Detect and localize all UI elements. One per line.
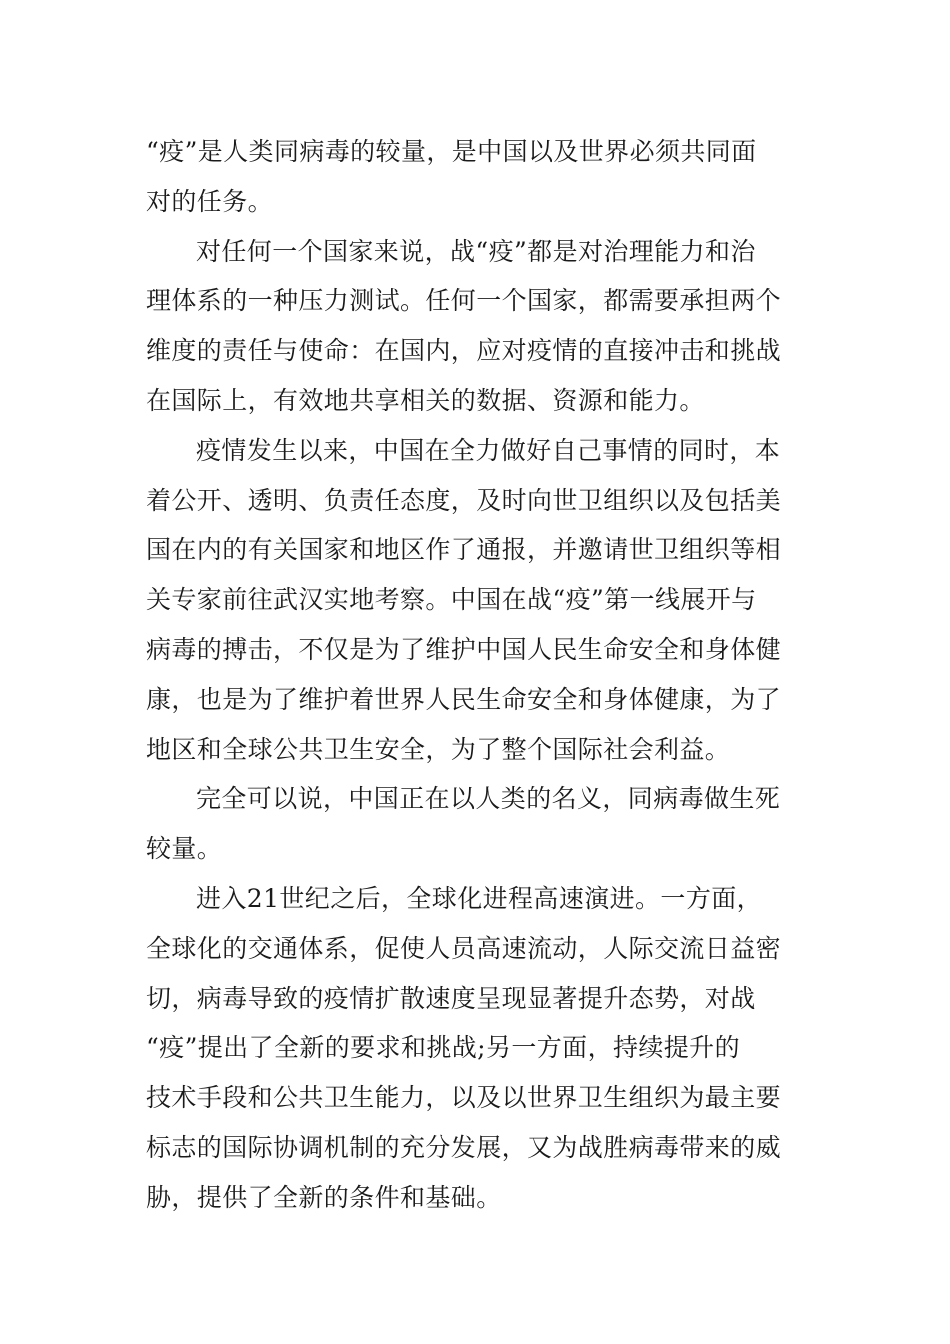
paragraph-3-line-3: 国在内的有关国家和地区作了通报，并邀请世卫组织等相 [146, 535, 782, 565]
paragraph-3-line-7: 地区和全球公共卫生安全，为了整个国际社会利益。 [146, 734, 731, 764]
paragraph-3-line-4: 关专家前往武汉实地考察。中国在战“疫”第一线展开与 [146, 585, 757, 615]
paragraph-5-line-5: 技术手段和公共卫生能力，以及以世界卫生组织为最主要 [146, 1083, 782, 1113]
paragraph-4-line-1: 完全可以说，中国正在以人类的名义，同病毒做生死 [196, 784, 781, 814]
paragraph-5-line-1: 进入21世纪之后，全球化进程高速演进。一方面， [196, 883, 763, 913]
paragraph-2-line-1: 对任何一个国家来说，战“疫”都是对治理能力和治 [196, 236, 756, 266]
paragraph-3-line-2: 着公开、透明、负责任态度，及时向世卫组织以及包括美 [146, 485, 782, 515]
paragraph-2-line-2: 理体系的一种压力测试。任何一个国家，都需要承担两个 [146, 286, 782, 316]
paragraph-5-line-2: 全球化的交通体系，促使人员高速流动，人际交流日益密 [146, 933, 782, 963]
paragraph-1-line-1: “疫”是人类同病毒的较量，是中国以及世界必须共同面 [146, 137, 757, 166]
document-body [146, 127, 786, 1223]
paragraph-5-line-6: 标志的国际协调机制的充分发展，又为战胜病毒带来的威 [146, 1132, 782, 1162]
paragraph-2-line-3: 维度的责任与使命：在国内，应对疫情的直接冲击和挑战 [146, 336, 782, 366]
paragraph-4-line-2: 较量。 [146, 834, 223, 864]
paragraph-5-line-4: “疫”提出了全新的要求和挑战;另一方面，持续提升的 [146, 1033, 740, 1063]
paragraph-5-line-7: 胁，提供了全新的条件和基础。 [146, 1182, 502, 1212]
paragraph-5-line-3: 切，病毒导致的疫情扩散速度呈现显著提升态势，对战 [146, 983, 756, 1013]
paragraph-3-line-1: 疫情发生以来，中国在全力做好自己事情的同时，本 [196, 435, 781, 465]
paragraph-2-line-4: 在国际上，有效地共享相关的数据、资源和能力。 [146, 385, 705, 415]
paragraph-1-line-2: 对的任务。 [146, 186, 274, 216]
paragraph-3-line-5: 病毒的搏击，不仅是为了维护中国人民生命安全和身体健 [146, 634, 782, 664]
paragraph-3-line-6: 康，也是为了维护着世界人民生命安全和身体健康，为了 [146, 684, 782, 714]
